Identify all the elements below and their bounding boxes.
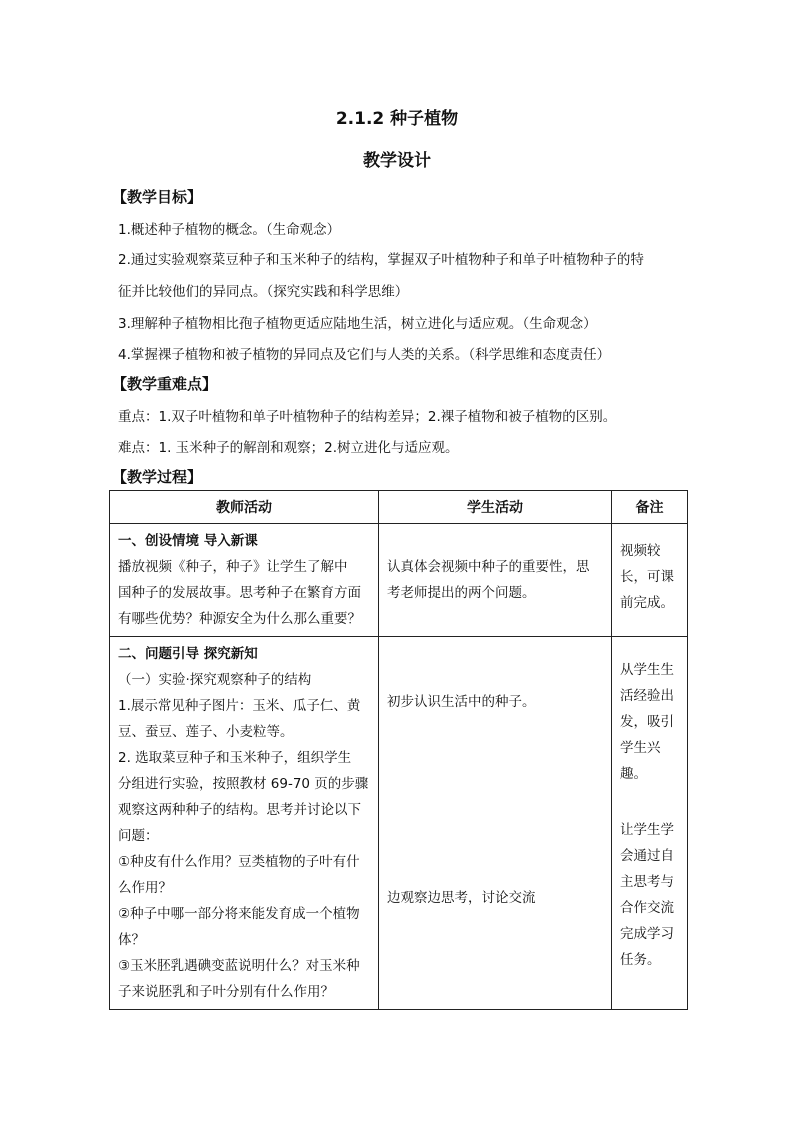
cell-text: 播放视频《种子，种子》让学生了解中 (118, 559, 348, 575)
objective-line: 1.概述种子植物的概念。（生命观念） (118, 222, 341, 238)
cell-text: 豆、蚕豆、莲子、小麦粒等。 (118, 724, 294, 740)
cell-text: 任务。 (620, 952, 661, 968)
cell-text: 完成学习 (620, 926, 674, 942)
cell-text: 学生兴 (620, 740, 661, 756)
table-row (110, 637, 688, 1010)
cell-text: 1.展示常见种子图片：玉米、瓜子仁、黄 (118, 698, 361, 714)
document-subtitle: 教学设计 (363, 151, 431, 171)
cell-text: ③玉米胚乳遇碘变蓝说明什么？对玉米种 (118, 958, 360, 974)
cell-text: 2. 选取菜豆种子和玉米种子，组织学生 (118, 750, 352, 766)
cell-text: 有哪些优势？种源安全为什么那么重要？ (118, 611, 361, 627)
cell-text: （一）实验·探究观察种子的结构 (118, 672, 312, 688)
cell-text: 发，吸引 (620, 714, 674, 730)
table-row (110, 524, 688, 637)
cell-text: 初步认识生活中的种子。 (387, 694, 536, 710)
teacher-cell (110, 524, 379, 637)
cell-text: 国种子的发展故事。思考种子在繁育方面 (118, 585, 361, 601)
cell-text: 合作交流 (620, 900, 674, 916)
note-cell (612, 524, 688, 637)
section-title: 二、问题引导 探究新知 (118, 646, 258, 662)
header-student: 学生活动 (379, 491, 612, 524)
cell-text: 视频较 (620, 543, 661, 559)
cell-text: 么作用？ (118, 880, 172, 896)
process-table (109, 490, 688, 1010)
cell-text: 趣。 (620, 766, 647, 782)
cell-text: 让学生学 (620, 822, 674, 838)
document-title: 2.1.2 种子植物 (335, 109, 459, 129)
key-points-heading: 【教学重难点】 (112, 375, 218, 393)
cell-text: 问题： (118, 828, 159, 844)
cell-text: ①种皮有什么作用？豆类植物的子叶有什 (118, 854, 360, 870)
process-heading: 【教学过程】 (112, 468, 203, 486)
section-title: 一、创设情境 导入新课 (118, 533, 258, 549)
student-cell (379, 637, 612, 1010)
difficulty-line: 难点：1. 玉米种子的解剖和观察；2.树立进化与适应观。 (118, 440, 459, 456)
note-cell (612, 637, 688, 1010)
objective-line: 4.掌握裸子植物和被子植物的异同点及它们与人类的关系。（科学思维和态度责任） (118, 347, 611, 363)
cell-text: 活经验出 (620, 688, 674, 704)
cell-text: 认真体会视频中种子的重要性，思 (387, 559, 590, 575)
teacher-cell (110, 637, 379, 1010)
cell-text: ②种子中哪一部分将来能发育成一个植物 (118, 906, 360, 922)
cell-text: 会通过自 (620, 848, 674, 864)
header-teacher: 教师活动 (110, 491, 379, 524)
cell-text: 分组进行实验，按照教材 69-70 页的步骤 (118, 776, 369, 792)
student-cell (379, 524, 612, 637)
cell-text: 边观察边思考，讨论交流 (387, 890, 536, 906)
objective-line: 征并比较他们的异同点。（探究实践和科学思维） (118, 284, 409, 300)
table-header-row (110, 491, 688, 524)
key-point-line: 重点：1.双子叶植物和单子叶植物种子的结构差异；2.裸子植物和被子植物的区别。 (118, 409, 617, 425)
objectives-heading: 【教学目标】 (112, 188, 203, 206)
cell-text: 长，可课 (620, 569, 674, 585)
cell-text: 考老师提出的两个问题。 (387, 585, 536, 601)
cell-text: 体？ (118, 932, 145, 948)
cell-text: 主思考与 (620, 874, 674, 890)
header-note: 备注 (612, 491, 688, 524)
objective-line: 2.通过实验观察菜豆种子和玉米种子的结构，掌握双子叶植物种子和单子叶植物种子的特 (118, 252, 644, 268)
cell-text: 前完成。 (620, 595, 674, 611)
cell-text: 子来说胚乳和子叶分别有什么作用？ (118, 984, 334, 1000)
cell-text: 从学生生 (620, 662, 674, 678)
cell-text: 观察这两种种子的结构。思考并讨论以下 (118, 802, 361, 818)
objective-line: 3.理解种子植物相比孢子植物更适应陆地生活，树立进化与适应观。（生命观念） (118, 316, 597, 332)
